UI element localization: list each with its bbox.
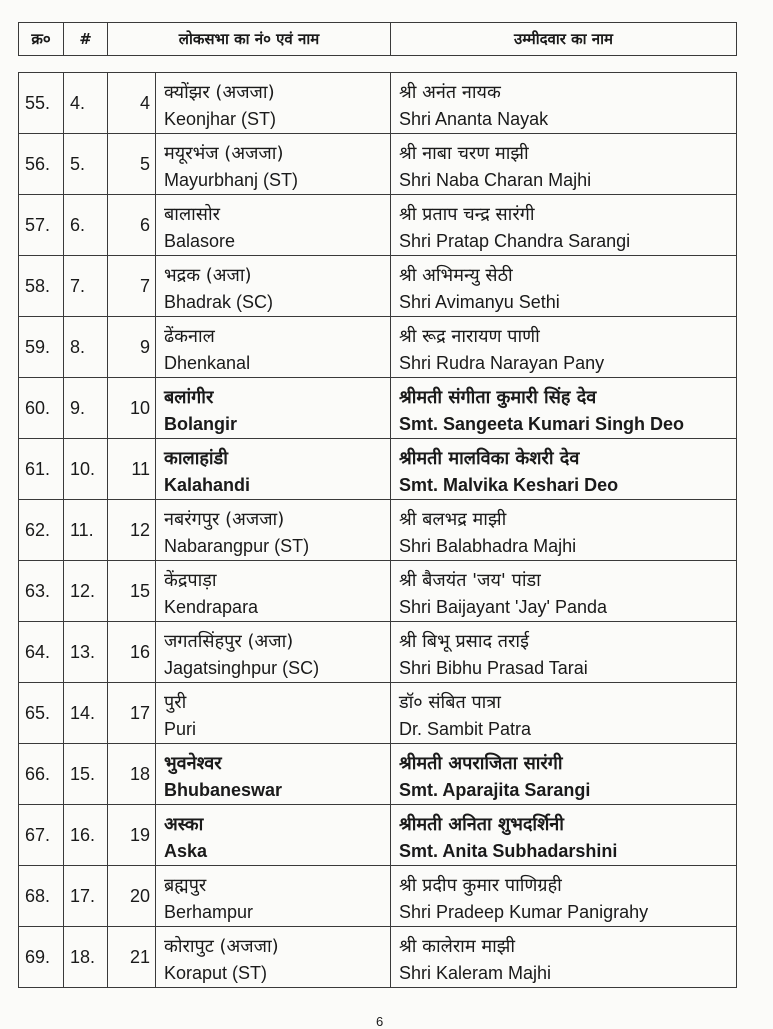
constituency-number: 10	[108, 378, 156, 439]
row-index: 9.	[64, 378, 108, 439]
constituency-cell	[156, 561, 391, 622]
constituency-name-english: Nabarangpur (ST)	[164, 536, 310, 556]
constituency-number: 4	[108, 73, 156, 134]
candidate-cell	[391, 73, 737, 134]
candidate-table	[18, 72, 737, 988]
header-row	[19, 23, 737, 56]
serial-number: 64.	[19, 622, 64, 683]
header-candidate: उम्मीदवार का नाम	[391, 23, 737, 56]
table-row	[19, 683, 737, 744]
candidate-cell	[391, 866, 737, 927]
constituency-name-hindi: कोरापुट (अजजा)	[164, 936, 279, 957]
candidate-cell	[391, 744, 737, 805]
candidate-name-hindi: श्रीमती संगीता कुमारी सिंह देव	[399, 387, 597, 408]
candidate-cell	[391, 378, 737, 439]
candidate-cell	[391, 439, 737, 500]
candidate-name-hindi: श्री नाबा चरण माझी	[399, 143, 529, 164]
constituency-number: 15	[108, 561, 156, 622]
candidate-name-hindi: श्री प्रदीप कुमार पाणिग्रही	[399, 875, 562, 896]
serial-number: 67.	[19, 805, 64, 866]
serial-number: 63.	[19, 561, 64, 622]
constituency-number: 6	[108, 195, 156, 256]
constituency-name-hindi: पुरी	[164, 692, 187, 713]
constituency-cell	[156, 500, 391, 561]
serial-number: 61.	[19, 439, 64, 500]
row-index: 13.	[64, 622, 108, 683]
candidate-cell	[391, 683, 737, 744]
constituency-cell	[156, 927, 391, 988]
table-row	[19, 866, 737, 927]
candidate-name-english: Shri Pradeep Kumar Panigrahy	[399, 902, 649, 922]
constituency-name-english: Keonjhar (ST)	[164, 109, 277, 129]
constituency-cell	[156, 744, 391, 805]
constituency-number: 16	[108, 622, 156, 683]
row-index: 5.	[64, 134, 108, 195]
candidate-name-english: Shri Avimanyu Sethi	[399, 292, 560, 312]
constituency-name-english: Koraput (ST)	[164, 963, 268, 983]
row-index: 8.	[64, 317, 108, 378]
table-row	[19, 317, 737, 378]
row-index: 11.	[64, 500, 108, 561]
header-index: #	[64, 23, 108, 56]
constituency-name-english: Berhampur	[164, 902, 254, 922]
row-index: 18.	[64, 927, 108, 988]
candidate-name-english: Shri Naba Charan Majhi	[399, 170, 592, 190]
header-constituency: लोकसभा का नं० एवं नाम	[108, 23, 391, 56]
candidate-name-english: Smt. Sangeeta Kumari Singh Deo	[399, 414, 685, 434]
table-row	[19, 622, 737, 683]
constituency-name-hindi: क्योंझर (अजजा)	[164, 82, 275, 103]
constituency-number: 19	[108, 805, 156, 866]
constituency-name-hindi: मयूरभंज (अजजा)	[164, 143, 284, 164]
row-index: 14.	[64, 683, 108, 744]
constituency-cell	[156, 256, 391, 317]
constituency-cell	[156, 439, 391, 500]
constituency-name-hindi: नबरंगपुर (अजजा)	[164, 509, 285, 530]
constituency-name-hindi: ब्रह्मपुर	[164, 875, 207, 896]
serial-number: 62.	[19, 500, 64, 561]
constituency-number: 18	[108, 744, 156, 805]
candidate-name-hindi: श्री कालेराम माझी	[399, 936, 516, 957]
table-row	[19, 744, 737, 805]
serial-number: 55.	[19, 73, 64, 134]
constituency-cell	[156, 134, 391, 195]
constituency-number: 20	[108, 866, 156, 927]
candidate-name-hindi: श्री अनंत नायक	[399, 82, 501, 103]
constituency-name-hindi: बलांगीर	[164, 387, 214, 408]
constituency-name-hindi: केंद्रपाड़ा	[164, 570, 217, 591]
candidate-name-hindi: श्री बलभद्र माझी	[399, 509, 507, 530]
constituency-name-english: Mayurbhanj (ST)	[164, 170, 299, 190]
serial-number: 58.	[19, 256, 64, 317]
candidate-cell	[391, 500, 737, 561]
candidate-name-english: Shri Balabhadra Majhi	[399, 536, 577, 556]
table-row	[19, 500, 737, 561]
candidate-name-english: Smt. Anita Subhadarshini	[399, 841, 618, 861]
candidate-name-hindi: श्री रूद्र नारायण पाणी	[399, 326, 540, 347]
constituency-cell	[156, 805, 391, 866]
table-row	[19, 378, 737, 439]
table-row	[19, 927, 737, 988]
serial-number: 66.	[19, 744, 64, 805]
candidate-name-hindi: श्री अभिमन्यु सेठी	[399, 265, 513, 286]
candidate-name-hindi: श्रीमती मालविका केशरी देव	[399, 448, 580, 469]
candidate-name-english: Smt. Aparajita Sarangi	[399, 780, 591, 800]
constituency-name-english: Balasore	[164, 231, 236, 251]
candidate-table-body	[19, 73, 737, 988]
constituency-number: 9	[108, 317, 156, 378]
row-index: 16.	[64, 805, 108, 866]
constituency-name-hindi: अस्का	[164, 814, 204, 835]
candidate-cell	[391, 561, 737, 622]
table-row	[19, 561, 737, 622]
candidate-name-hindi: श्रीमती अपराजिता सारंगी	[399, 753, 563, 774]
header-serial: क्र०	[19, 23, 64, 56]
serial-number: 65.	[19, 683, 64, 744]
constituency-name-english: Jagatsinghpur (SC)	[164, 658, 320, 678]
candidate-cell	[391, 134, 737, 195]
table-row	[19, 439, 737, 500]
constituency-name-hindi: बालासोर	[164, 204, 220, 225]
constituency-number: 17	[108, 683, 156, 744]
table-row	[19, 256, 737, 317]
row-index: 17.	[64, 866, 108, 927]
serial-number: 60.	[19, 378, 64, 439]
page-number: 6	[376, 1014, 384, 1029]
table-row	[19, 73, 737, 134]
constituency-name-english: Bolangir	[164, 414, 238, 434]
constituency-name-hindi: भुवनेश्वर	[164, 753, 222, 774]
constituency-name-english: Bhadrak (SC)	[164, 292, 274, 312]
constituency-name-hindi: जगतसिंहपुर (अजा)	[164, 631, 294, 652]
constituency-name-english: Kendrapara	[164, 597, 259, 617]
header-table	[18, 22, 737, 56]
candidate-name-hindi: डॉ० संबित पात्रा	[399, 692, 501, 713]
serial-number: 59.	[19, 317, 64, 378]
candidate-cell	[391, 256, 737, 317]
constituency-number: 12	[108, 500, 156, 561]
constituency-cell	[156, 73, 391, 134]
row-index: 6.	[64, 195, 108, 256]
constituency-cell	[156, 195, 391, 256]
constituency-number: 5	[108, 134, 156, 195]
candidate-name-hindi: श्री प्रताप चन्द्र सारंगी	[399, 204, 535, 225]
constituency-cell	[156, 378, 391, 439]
candidate-cell	[391, 195, 737, 256]
constituency-name-hindi: कालाहांडी	[164, 448, 228, 469]
candidate-name-hindi: श्रीमती अनिता शुभदर्शिनी	[399, 814, 564, 835]
constituency-cell	[156, 866, 391, 927]
constituency-name-english: Dhenkanal	[164, 353, 251, 373]
candidate-cell	[391, 805, 737, 866]
constituency-number: 11	[108, 439, 156, 500]
serial-number: 69.	[19, 927, 64, 988]
constituency-name-english: Aska	[164, 841, 208, 861]
candidate-name-english: Smt. Malvika Keshari Deo	[399, 475, 619, 495]
candidate-name-hindi: श्री बिभू प्रसाद तराई	[399, 631, 529, 652]
serial-number: 57.	[19, 195, 64, 256]
row-index: 12.	[64, 561, 108, 622]
serial-number: 56.	[19, 134, 64, 195]
candidate-name-english: Shri Ananta Nayak	[399, 109, 549, 129]
constituency-name-hindi: भद्रक (अजा)	[164, 265, 252, 286]
constituency-name-hindi: ढेंकनाल	[164, 326, 215, 347]
table-row	[19, 195, 737, 256]
serial-number: 68.	[19, 866, 64, 927]
row-index: 7.	[64, 256, 108, 317]
constituency-cell	[156, 622, 391, 683]
candidate-name-english: Shri Baijayant 'Jay' Panda	[399, 597, 607, 617]
candidate-name-english: Shri Bibhu Prasad Tarai	[399, 658, 588, 678]
constituency-cell	[156, 317, 391, 378]
constituency-name-english: Puri	[164, 719, 197, 739]
table-row	[19, 805, 737, 866]
candidate-cell	[391, 622, 737, 683]
constituency-number: 21	[108, 927, 156, 988]
table-row	[19, 134, 737, 195]
row-index: 15.	[64, 744, 108, 805]
candidate-name-english: Shri Pratap Chandra Sarangi	[399, 231, 631, 251]
row-index: 10.	[64, 439, 108, 500]
constituency-cell	[156, 683, 391, 744]
candidate-cell	[391, 927, 737, 988]
candidate-name-english: Shri Rudra Narayan Pany	[399, 353, 605, 373]
constituency-name-english: Bhubaneswar	[164, 780, 283, 800]
constituency-name-english: Kalahandi	[164, 475, 251, 495]
candidate-name-hindi: श्री बैजयंत 'जय' पांडा	[399, 570, 541, 591]
candidate-cell	[391, 317, 737, 378]
row-index: 4.	[64, 73, 108, 134]
candidate-name-english: Dr. Sambit Patra	[399, 719, 532, 739]
candidate-name-english: Shri Kaleram Majhi	[399, 963, 552, 983]
constituency-number: 7	[108, 256, 156, 317]
